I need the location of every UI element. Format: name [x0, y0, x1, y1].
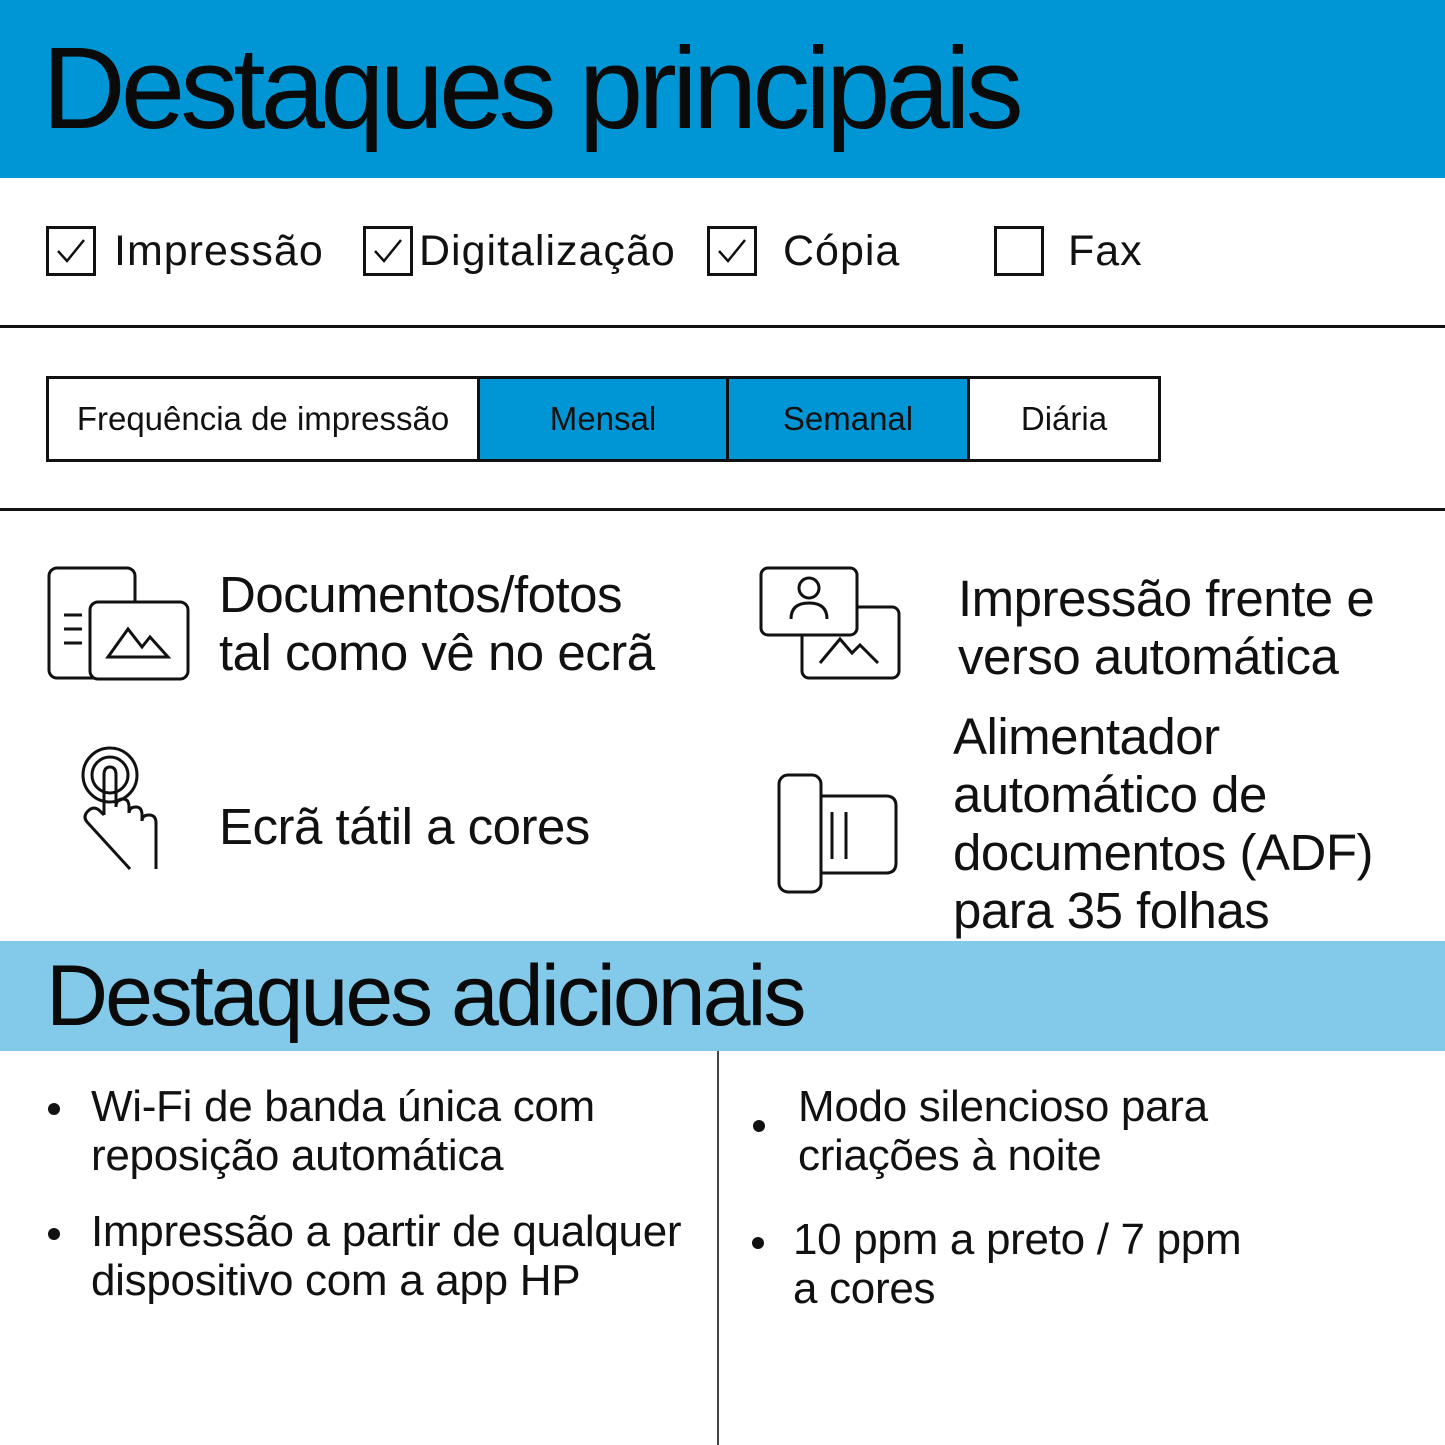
highlight-text: Ecrã tátil a cores	[219, 798, 590, 855]
column-divider	[717, 1051, 719, 1445]
list-item: Wi-Fi de banda única com reposição automática	[91, 1082, 595, 1180]
frequency-option-daily: Diária	[1020, 400, 1108, 437]
frequency-label: Frequência de impressão	[49, 379, 480, 459]
feature-label: Digitalização	[419, 226, 676, 275]
print-frequency-table	[46, 376, 1161, 462]
feature-copy	[707, 222, 900, 280]
list-item: Modo silencioso para criações à noite	[798, 1082, 1208, 1180]
bullet-icon	[753, 1120, 765, 1132]
page-title: Destaques principais	[42, 23, 1019, 153]
touch-screen-icon	[70, 745, 170, 880]
frequency-option-monthly: Mensal	[480, 379, 729, 459]
feature-label: Cópia	[783, 226, 901, 275]
feature-label: Fax	[1068, 226, 1143, 275]
section-title: Destaques adicionais	[46, 948, 804, 1044]
duplex-print-icon	[758, 565, 904, 688]
checkbox-unchecked-icon	[994, 226, 1044, 276]
bullet-icon	[48, 1103, 60, 1115]
additional-highlights-header	[0, 941, 1445, 1051]
bullet-icon	[48, 1228, 60, 1240]
feature-label: Impressão	[114, 226, 324, 275]
divider	[0, 508, 1445, 511]
bullet-icon	[752, 1237, 764, 1249]
highlight-text: Documentos/fotos tal como vê no ecrã	[219, 566, 655, 681]
highlight-text: Impressão frente e verso automática	[958, 570, 1375, 685]
feature-print	[46, 222, 324, 280]
main-highlights-header	[0, 0, 1445, 178]
checkbox-checked-icon	[46, 226, 96, 276]
divider	[0, 325, 1445, 328]
frequency-option-weekly: Semanal	[729, 379, 970, 459]
highlight-text: Alimentador automático de documentos (ADF) para 35 folhas	[953, 708, 1373, 939]
documents-photos-icon	[46, 565, 192, 688]
feature-fax	[994, 222, 1143, 280]
list-item: Impressão a partir de qualquer dispositivo com a app HP	[91, 1207, 682, 1305]
checkbox-checked-icon	[707, 226, 757, 276]
adf-icon	[776, 772, 902, 901]
list-item: 10 ppm a preto / 7 ppm a cores	[793, 1215, 1242, 1313]
feature-scan	[363, 222, 676, 280]
checkbox-checked-icon	[363, 226, 413, 276]
